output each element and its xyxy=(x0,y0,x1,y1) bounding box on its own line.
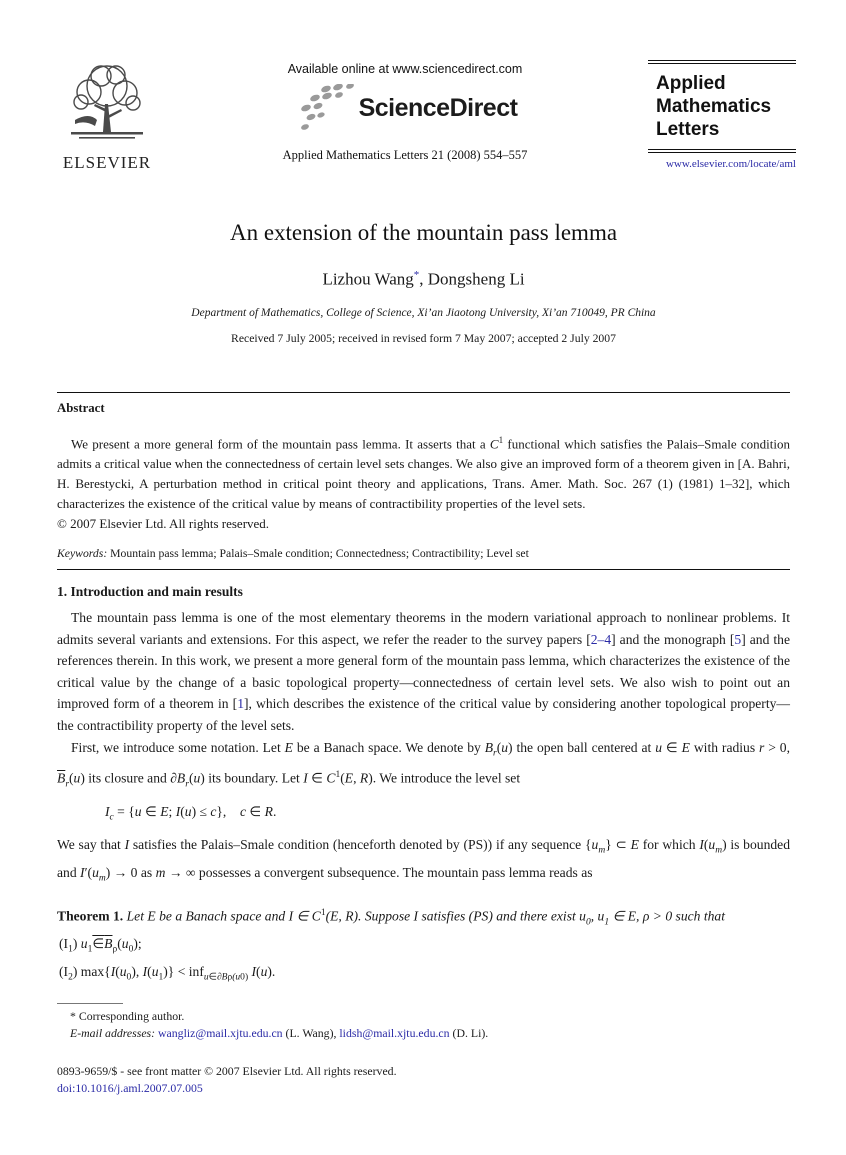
text-segment: ( xyxy=(188,770,194,786)
text-segment: ; xyxy=(168,803,176,819)
text-segment: I xyxy=(80,865,85,881)
text-segment: I xyxy=(251,964,257,980)
text-segment: ) xyxy=(191,803,197,819)
text-segment: ′( xyxy=(84,865,93,881)
text-segment: I xyxy=(110,964,116,980)
text-segment: E xyxy=(630,837,639,853)
theorem-1 xyxy=(57,903,790,934)
text-segment: 1 xyxy=(604,916,610,927)
keywords-bottom-rule xyxy=(57,569,790,570)
text-segment: . We introduce the level set xyxy=(372,770,521,786)
text-segment: E xyxy=(160,803,169,819)
text-segment: 1 xyxy=(335,769,341,780)
text-segment: u xyxy=(73,770,81,786)
condition-I2 xyxy=(59,961,790,989)
doi-link[interactable]: doi:10.1016/j.aml.2007.07.005 xyxy=(57,1081,203,1096)
text-segment: u xyxy=(92,865,99,881)
text-segment: C xyxy=(326,770,336,786)
text-segment: satisfies the Palais–Smale condition (henceforth denoted by (PS)) if any sequence { xyxy=(129,837,592,853)
text-segment: Theorem 1. xyxy=(57,908,124,924)
text-segment: for which xyxy=(638,837,700,853)
text-segment: with radius xyxy=(689,739,760,755)
author-name-li: Dongsheng Li xyxy=(427,269,525,289)
text-segment: ( xyxy=(147,964,152,980)
text-segment: c xyxy=(109,812,114,823)
text-segment: u xyxy=(134,803,142,819)
text-segment: I xyxy=(105,803,110,819)
abstract-text xyxy=(57,430,790,514)
text-segment: functional which satisfies the Palais–Smale condition admits a critical value when the connectedness of certain level sets changes. We also give an improved form of a theorem given in [A. Bahri, H. Berestycki, A perturbation method in critical point theory and applications, Trans. Amer. Math. Soc. 267 (1) (1981) 1–32], which characterizes the existence of the critical value by means of contractibility properties of the level sets. xyxy=(57,435,791,511)
email-link-li[interactable]: lidsh@mail.xjtu.edu.cn xyxy=(339,1026,450,1041)
text-segment: I xyxy=(142,964,148,980)
text-segment: We present a more general form of the mountain pass lemma. It asserts that a xyxy=(71,435,490,451)
text-segment: u xyxy=(260,964,268,980)
text-segment: ∈ E, ρ > 0 such that xyxy=(609,908,725,924)
text-segment: I xyxy=(699,837,704,853)
text-segment: , u xyxy=(590,908,605,924)
text-segment: u xyxy=(591,837,599,853)
palais-smale-paragraph xyxy=(57,834,790,891)
text-segment: m xyxy=(598,845,606,856)
text-segment: ), xyxy=(131,964,143,980)
email-addresses-line xyxy=(57,1025,790,1042)
text-segment: ) xyxy=(72,936,81,952)
corresponding-author-marker[interactable]: * xyxy=(413,269,420,281)
text-segment: First, we introduce some notation. Let xyxy=(71,739,285,755)
text-segment: B xyxy=(176,770,186,786)
affiliation: Department of Mathematics, College of Science, Xi’an Jiaotong University, Xi’an 710049, PR China xyxy=(191,306,656,319)
text-segment: R xyxy=(264,803,273,819)
text-segment: ρ xyxy=(227,972,233,983)
text-segment: 1 xyxy=(158,972,164,983)
received-dates: Received 7 July 2005; received in revised form 7 May 2007; accepted 2 July 2007 xyxy=(231,331,616,345)
authors-line xyxy=(57,269,790,290)
text-segment: . xyxy=(272,803,277,819)
text-segment: } ⊂ xyxy=(605,837,631,853)
text-segment: The mountain pass lemma is one of the most elementary theorems in the modern variational approach to nonlinear problems. It admits several variants and extensions. For this aspect, we refer the reader to the survey papers [ xyxy=(57,609,790,647)
author-name-wang: Lizhou Wang xyxy=(322,269,414,289)
text-segment: its boundary. Let xyxy=(204,770,304,786)
text-segment: }, xyxy=(216,803,240,819)
text-segment: m xyxy=(98,874,106,885)
text-segment: u xyxy=(119,964,127,980)
text-segment: its closure and ∂ xyxy=(84,770,177,786)
text-segment: E xyxy=(681,739,690,755)
text-segment: ( xyxy=(180,803,185,819)
text-segment: c xyxy=(239,803,246,819)
text-segment: → ∞ possesses a convergent subsequence. The mountain pass lemma reads as xyxy=(165,865,593,881)
text-segment: ); xyxy=(133,936,142,952)
text-segment: > 0, xyxy=(764,739,790,755)
text-segment: ) xyxy=(508,739,513,755)
keywords-label: Keywords: xyxy=(57,546,108,560)
text-segment: 0 xyxy=(128,945,134,956)
text-segment: the open ball centered at xyxy=(512,739,656,755)
text-segment: ∈∂ xyxy=(208,972,222,983)
text-segment: Let xyxy=(123,908,148,924)
text-segment: 0 xyxy=(240,972,245,983)
text-segment: is bounded and xyxy=(57,837,791,881)
text-segment: u xyxy=(708,837,716,853)
text-segment: r xyxy=(185,779,189,790)
text-segment: ∈ xyxy=(245,803,265,819)
introduction-section xyxy=(57,584,790,989)
text-segment: (u xyxy=(232,972,241,983)
text-segment: We say that xyxy=(57,837,125,853)
text-segment: r xyxy=(493,748,497,759)
text-segment: ) xyxy=(200,770,205,786)
text-segment: = { xyxy=(113,803,135,819)
keywords-text: Mountain pass lemma; Palais–Smale condition; Connectedness; Contractibility; Level set xyxy=(107,546,529,560)
journal-box-line: Applied xyxy=(656,73,726,94)
text-segment: I xyxy=(303,770,308,786)
text-segment: 1 xyxy=(87,945,93,956)
level-set-equation xyxy=(105,801,790,829)
journal-citation: Applied Mathematics Letters 21 (2008) 554–557 xyxy=(282,148,528,162)
text-segment: 1 xyxy=(320,907,326,918)
text-segment: 1 xyxy=(498,434,504,445)
email-link-wang[interactable]: wangliz@mail.xjtu.edu.cn xyxy=(158,1026,283,1041)
text-segment: I xyxy=(124,837,130,853)
text-segment: (I xyxy=(59,964,69,980)
section-heading: 1. Introduction and main results xyxy=(57,583,243,599)
text-segment: B xyxy=(221,972,228,983)
text-segment: ( xyxy=(496,739,502,755)
text-segment: ∈ xyxy=(662,739,682,755)
journal-box-line: Mathematics xyxy=(656,96,772,117)
text-segment: be a Banach space and xyxy=(155,908,289,924)
abstract-heading: Abstract xyxy=(57,400,105,415)
citation-link-1[interactable]: 1 xyxy=(237,696,244,712)
text-segment: $\overline{B}$ xyxy=(104,936,113,952)
text-segment: ∈ xyxy=(293,908,312,924)
text-segment: ( xyxy=(256,964,261,980)
copyright-line: © 2007 Elsevier Ltd. All rights reserved. xyxy=(57,515,270,531)
text-segment: )} < inf xyxy=(163,964,204,980)
text-segment: u xyxy=(80,936,88,952)
text-segment: ) → 0 as xyxy=(105,865,156,881)
citation-link-5[interactable]: 5 xyxy=(734,631,742,647)
article-title: An extension of the mountain pass lemma xyxy=(229,220,618,245)
text-segment: u xyxy=(501,739,509,755)
text-segment: ( xyxy=(117,936,122,952)
text-segment: ] and the references therein. In this work, we present a more general form of the mountain pass lemma, which characterizes the existence of the critical value by the change of a basic topological property—connectedness of certain level sets. We also wish to point out an improved form of a theorem in [ xyxy=(57,631,790,712)
page-footer xyxy=(57,1003,790,1098)
text-segment: C xyxy=(489,435,499,451)
text-segment: $\overline{B}$ xyxy=(57,770,66,786)
text-segment: ) xyxy=(368,770,373,786)
text-segment: ≤ xyxy=(196,803,211,819)
text-segment: (E, R). Suppose I satisfies (PS) and there exist u xyxy=(325,908,586,924)
text-segment: ). xyxy=(267,964,276,980)
text-segment: m xyxy=(155,865,166,881)
text-segment: ( xyxy=(69,770,74,786)
text-segment: u xyxy=(184,803,192,819)
available-online-text: Available online at www.sciencedirect.com xyxy=(287,62,523,76)
text-segment: ) xyxy=(80,770,85,786)
text-segment: 1 xyxy=(68,945,73,956)
text-segment: ], which describes the existence of the critical value by considering another topological property—the contractibility property of the level sets. xyxy=(57,696,790,733)
abstract-section xyxy=(57,401,790,560)
intro-paragraph-1 xyxy=(57,607,790,737)
text-segment: u xyxy=(151,964,159,980)
keywords-line xyxy=(57,547,790,560)
author-separator: , xyxy=(419,269,428,289)
text-segment: E xyxy=(284,739,293,755)
corresponding-author-note: * Corresponding author. xyxy=(70,1008,185,1023)
issn-copyright-line: 0893-9659/$ - see front matter © 2007 Elsevier Ltd. All rights reserved. xyxy=(57,1063,397,1078)
text-segment: ∈ xyxy=(92,936,105,952)
text-segment: ( xyxy=(703,837,709,853)
elsevier-logo-text: ELSEVIER xyxy=(62,153,152,172)
text-segment: be a Banach space. We denote by xyxy=(292,739,485,755)
abstract-top-rule xyxy=(57,392,790,393)
text-segment: r xyxy=(759,739,765,755)
citation-link-2-4[interactable]: 2–4 xyxy=(590,631,612,647)
text-segment: ) xyxy=(722,837,727,853)
text-segment: u xyxy=(655,739,663,755)
text-segment: I xyxy=(175,803,181,819)
text-segment: ) max{ xyxy=(72,964,111,980)
text-segment: , xyxy=(353,770,360,786)
text-segment: u xyxy=(203,972,209,983)
condition-I1 xyxy=(59,933,790,961)
text-segment: B xyxy=(484,739,494,755)
text-segment: 2 xyxy=(68,972,73,983)
text-segment: u xyxy=(193,770,201,786)
text-segment: ( xyxy=(115,964,120,980)
text-segment: (D. Li). xyxy=(449,1026,489,1041)
text-segment: ( xyxy=(340,770,345,786)
text-segment: ) xyxy=(244,972,249,983)
text-segment: (L. Wang), xyxy=(282,1026,340,1041)
text-segment: ∈ xyxy=(141,803,161,819)
journal-box-line: Letters xyxy=(656,119,720,140)
sciencedirect-logo-text: ScienceDirect xyxy=(358,93,518,122)
text-segment: ∈ xyxy=(307,770,327,786)
text-segment: C xyxy=(311,908,321,924)
text-segment: c xyxy=(210,803,217,819)
notation-paragraph xyxy=(57,737,790,796)
text-segment: 0 xyxy=(585,916,591,927)
text-segment: u xyxy=(121,936,129,952)
text-segment: E-mail addresses: xyxy=(70,1026,156,1041)
text-segment: 0 xyxy=(126,972,132,983)
text-segment: E xyxy=(147,908,156,924)
footnote-rule xyxy=(57,1003,123,1004)
text-segment: m xyxy=(715,845,723,856)
journal-url-link[interactable]: www.elsevier.com/locate/aml xyxy=(665,158,796,170)
text-segment: E xyxy=(344,770,354,786)
text-segment: r xyxy=(65,779,70,790)
text-segment: ] and the monograph [ xyxy=(611,631,735,647)
text-segment: I xyxy=(288,908,294,924)
text-segment: ρ xyxy=(112,945,118,956)
text-segment: (I xyxy=(59,936,69,952)
text-segment: R xyxy=(359,770,369,786)
